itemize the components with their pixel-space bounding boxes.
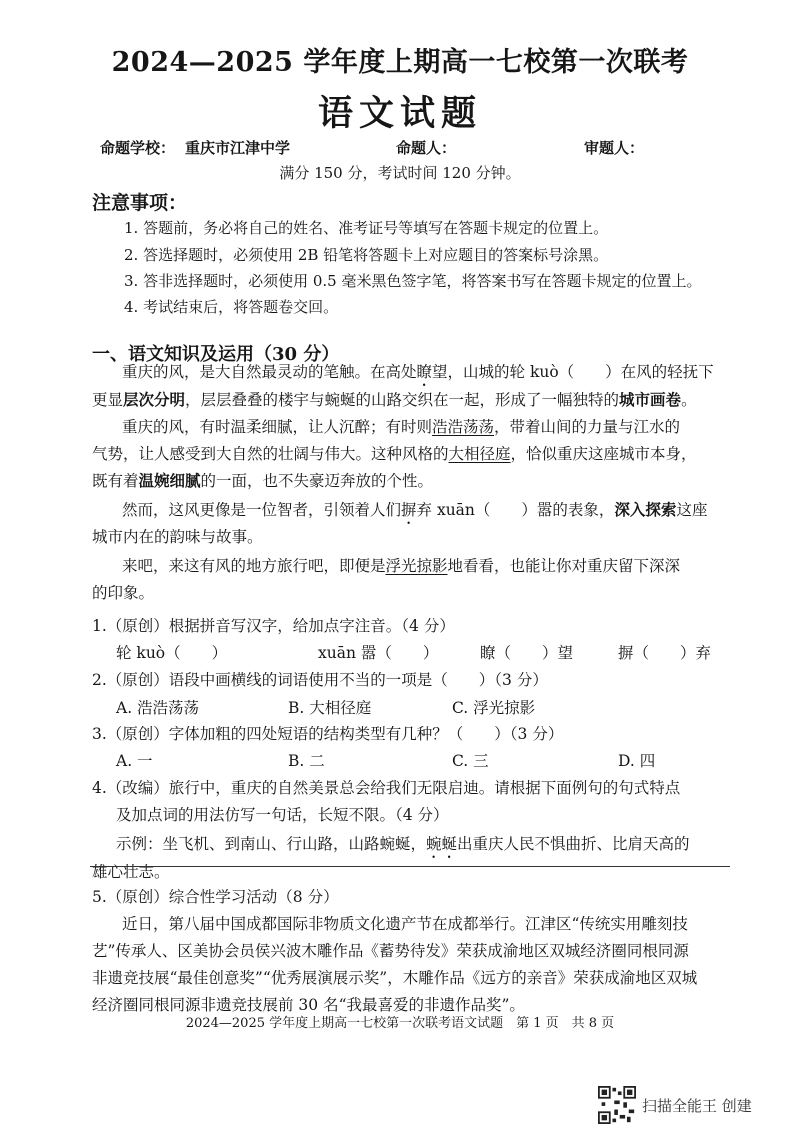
q1-item: 瞭（ ）望 <box>480 644 574 662</box>
text: 出重庆人民不惧曲折、比肩天高的 <box>457 835 690 853</box>
notice-item: 4. 考试结束后，将答题卷交回。 <box>124 298 339 316</box>
q5-line: 经济圈同根同源非遗竞技展前 30 名“我最喜爱的非遗作品奖”。 <box>92 996 525 1014</box>
notice-item: 2. 答选择题时，必须使用 2B 铅笔将答题卡上对应题目的答案标号涂黑。 <box>124 246 609 264</box>
underlined-phrase: 浮光掠影 <box>385 557 448 575</box>
dotted-char: 瞭 <box>416 363 433 381</box>
text: 地看看，也能让你对重庆留下深深 <box>447 557 681 575</box>
q2-option-a: A. 浩浩荡荡 <box>116 699 200 717</box>
q4-example: 雄心壮志。 <box>92 863 170 881</box>
notice-item: 3. 答非选择题时，必须使用 0.5 毫米黑色签字笔，将答案书写在答题卡规定的位置上。 <box>124 272 702 290</box>
text: 更显 <box>92 391 124 409</box>
text: 望，山城的轮 kuò（ ）在风的轻抚下 <box>432 363 714 381</box>
passage-line <box>92 385 697 415</box>
page-footer: 2024—2025 学年度上期高一七校第一次联考语文试题 第 1 页 共 8 页 <box>185 1016 615 1031</box>
text: 弃 xuān（ ）嚣的表象， <box>416 501 615 519</box>
q2-option-b: B. 大相径庭 <box>288 699 372 717</box>
question-2-stem: 2.（原创）语段中画横线的词语使用不当的一项是（ ）（3 分） <box>92 671 548 689</box>
text: 重庆的风，是大自然最灵动的笔触。在高处 <box>122 363 417 381</box>
q1-item: 轮 kuò（ ） <box>116 644 228 662</box>
question-1-stem: 1.（原创）根据拼音写汉字，给加点字注音。（4 分） <box>92 617 455 635</box>
q3-option-c: C. 三 <box>452 752 489 770</box>
passage-line: 的印象。 <box>92 584 155 602</box>
underlined-phrase: 大相径庭 <box>448 445 511 463</box>
text: 这座 <box>676 501 708 519</box>
watermark-text: 扫描全能王 创建 <box>642 1096 752 1115</box>
passage-line <box>92 466 433 496</box>
qr-code-icon <box>598 1086 636 1124</box>
text: 重庆的风，有时温柔细腻，让人沉醉；有时则 <box>122 418 433 436</box>
text: 既有着 <box>92 472 139 490</box>
text: 示例：坐飞机、到南山、行山路，山路蜿蜒， <box>116 835 427 853</box>
exam-title: 2024—2025 学年度上期高一七校第一次联考 <box>111 47 689 78</box>
underlined-phrase: 浩浩荡荡 <box>432 418 495 436</box>
question-3-stem: 3.（原创）字体加粗的四处短语的结构类型有几种？（ ）（3 分） <box>92 725 564 743</box>
text: 然而，这风更像是一位智者，引领着人们 <box>122 501 402 519</box>
school-label: 命题学校： <box>100 139 176 157</box>
q5-line: 非遗竞技展“最佳创意奖”“优秀展演展示奖”，木雕作品《远方的亲音》荣获成渝地区双城 <box>92 969 698 987</box>
divider <box>90 866 730 867</box>
bold-phrase: 温婉细腻 <box>138 471 201 490</box>
q2-option-c: C. 浮光掠影 <box>452 699 536 717</box>
text: ，带着山间的力量与江水的 <box>494 418 681 436</box>
reviewer-label: 审题人： <box>584 139 645 157</box>
q4-example <box>116 829 690 862</box>
text: 的一面，也不失豪迈奔放的个性。 <box>200 472 434 490</box>
passage-line <box>122 412 680 442</box>
notice-heading: 注意事项： <box>92 192 188 214</box>
text: 气势，让人感受到大自然的壮阔与伟大。这种风格的 <box>92 445 449 463</box>
q3-option-d: D. 四 <box>618 752 656 770</box>
author-label: 命题人： <box>396 139 457 157</box>
bold-phrase: 城市画卷 <box>619 390 682 409</box>
section-heading: 一、语文知识及运用（30 分） <box>92 344 340 365</box>
bold-phrase: 深入探索 <box>614 500 677 519</box>
question-4-stem: 及加点词的用法仿写一句话，长短不限。（4 分） <box>116 806 449 824</box>
dotted-char: 摒 <box>401 501 417 519</box>
q5-line: 近日，第八届中国成都国际非物质文化遗产节在成都举行。江津区“传统实用雕刻技 <box>122 915 688 933</box>
q1-item: xuān 嚣（ ） <box>318 644 439 662</box>
score-info: 满分 150 分，考试时间 120 分钟。 <box>279 164 521 182</box>
passage-line: 城市内在的韵味与故事。 <box>92 528 263 546</box>
question-5-stem: 5.（原创）综合性学习活动（8 分） <box>92 888 339 906</box>
bold-phrase: 层次分明 <box>123 390 186 409</box>
q3-option-a: A. 一 <box>116 752 153 770</box>
subject-title: 语文试题 <box>317 93 482 134</box>
text: 来吧，来这有风的地方旅行吧，即便是 <box>122 557 386 575</box>
dotted-word: 蜿蜒 <box>426 835 458 853</box>
text: ，恰似重庆这座城市本身， <box>510 445 697 463</box>
text: ，层层叠叠的楼宇与蜿蜒的山路交织在一起，形成了一幅独特的 <box>185 391 620 409</box>
school-name: 重庆市江津中学 <box>185 139 291 157</box>
question-4-stem: 4.（改编）旅行中，重庆的自然美景总会给我们无限启迪。请根据下面例句的句式特点 <box>92 779 681 797</box>
q1-item: 摒（ ）弃 <box>618 644 712 662</box>
school-info <box>100 137 290 158</box>
scanner-watermark <box>598 1086 752 1124</box>
text: 。 <box>681 391 697 409</box>
passage-line <box>92 439 697 469</box>
q5-line: 艺”传承人、区美协会员侯兴波木雕作品《蓄势待发》荣获成渝地区双城经济圈同根同源 <box>92 942 689 960</box>
passage-line <box>122 551 680 581</box>
notice-item: 1. 答题前，务必将自己的姓名、准考证号等填写在答题卡规定的位置上。 <box>124 219 609 237</box>
q3-option-b: B. 二 <box>288 752 325 770</box>
